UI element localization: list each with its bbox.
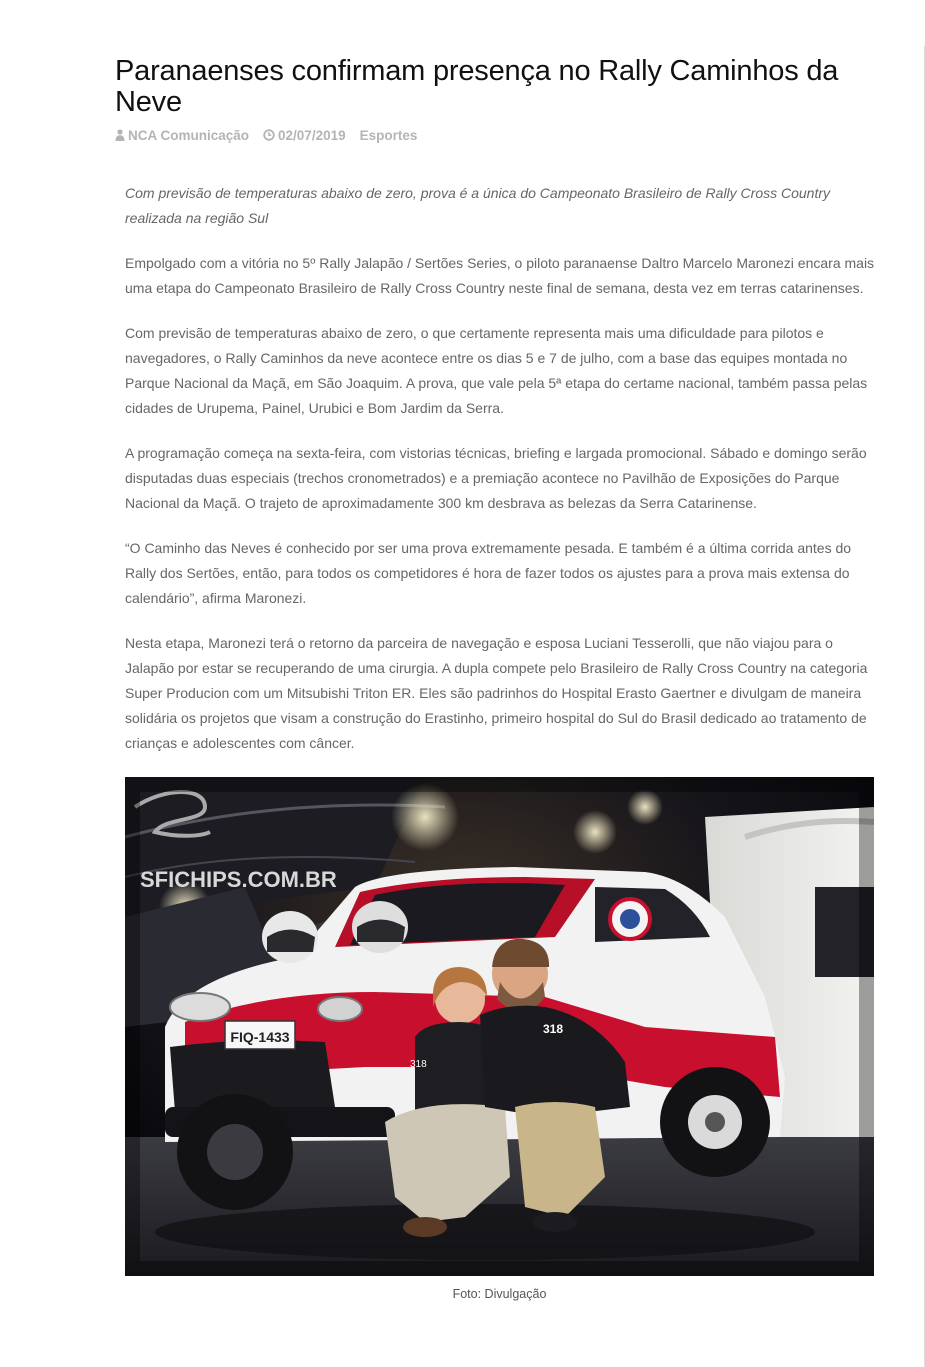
sponsor-sign: SFICHIPS.COM.BR (140, 867, 337, 892)
photo-caption: Foto: Divulgação (452, 1287, 547, 1301)
category-link[interactable]: Esportes (359, 127, 418, 143)
article-meta (115, 126, 431, 144)
meta-date (263, 128, 346, 143)
meta-author[interactable] (115, 128, 249, 143)
article-title: Paranaenses confirmam presença no Rally Caminhos da Neve (115, 55, 839, 118)
article-body (125, 181, 875, 776)
author-link[interactable]: NCA Comunicação (128, 127, 250, 143)
svg-text:318: 318 (543, 1022, 564, 1036)
article-photo (125, 777, 874, 1276)
clock-icon (263, 129, 275, 141)
article-paragraph: Com previsão de temperaturas abaixo de zero, o que certamente representa mais uma dificuldade para pilotos e navegadores, o Rally Caminhos da neve acontece entre os dias 5 e 7 de julho, com a base das equipes montada no Parque Nacional da Maçã, em São Joaquim. A prova, que vale pela 5ª etapa do certame nacional, também passa pelas cidades de Urupema, Painel, Urubici e Bom Jardim da Serra. (125, 325, 868, 416)
article-lead: Com previsão de temperaturas abaixo de zero, prova é a única do Campeonato Brasileiro de Rally Cross Country realizada na região Sul (125, 185, 831, 226)
article-paragraph: A programação começa na sexta-feira, com vistorias técnicas, briefing e largada promocional. Sábado e domingo serão disputadas duas especiais (trechos cronometrados) e a premiação acontece no Pavilhão de Exposições do Parque Nacional da Maçã. O trajeto de aproximadamente 300 km desbrava as belezas da Serra Catarinense. (125, 445, 867, 511)
article-date: 02/07/2019 (278, 127, 346, 143)
user-icon (115, 129, 125, 141)
meta-category[interactable] (360, 128, 418, 143)
article-paragraph: Nesta etapa, Maronezi terá o retorno da parceira de navegação e esposa Luciani Tesserolli, que não viajou para o Jalapão por estar se recuperando de uma cirurgia. A dupla compete pelo Brasileiro de Rally Cross Country na categoria Super Producion com um Mitsubishi Triton ER. Eles são padrinhos do Hospital Erasto Gaertner e divulgam de maneira solidária os projetos que visam a construção do Erastinho, primeiro hospital do Sul do Brasil dedicado ao tratamento de crianças e adolescentes com câncer. (125, 635, 868, 751)
license-plate: FIQ-1433 (230, 1029, 290, 1045)
shirt-number: 318 (410, 1059, 427, 1070)
rally-car-photo (125, 777, 874, 1276)
article-paragraph: “O Caminho das Neves é conhecido por ser uma prova extremamente pesada. E também é a última corrida antes do Rally dos Sertões, então, para todos os competidores é hora de fazer todos os ajustes para a prova mais extensa do calendário”, afirma Maronezi. (125, 540, 852, 606)
article-paragraph: Empolgado com a vitória no 5º Rally Jalapão / Sertões Series, o piloto paranaense Daltro Marcelo Maronezi encara mais uma etapa do Campeonato Brasileiro de Rally Cross Country neste final de semana, desta vez em terras catarinenses. (125, 255, 875, 296)
